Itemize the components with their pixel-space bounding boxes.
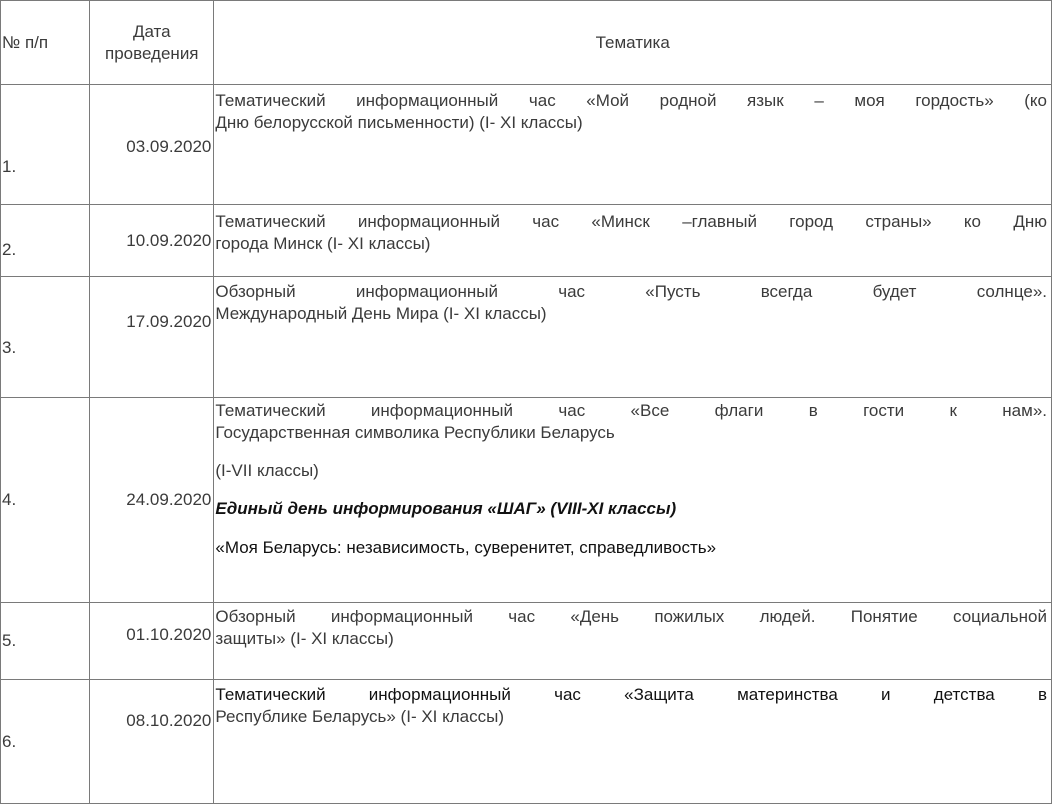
row-topic — [214, 603, 1052, 680]
row-date: 01.10.2020 — [90, 603, 214, 680]
header-date — [90, 1, 214, 85]
header-number: № п/п — [1, 1, 90, 85]
row-topic — [214, 205, 1052, 277]
row-date: 03.09.2020 — [90, 85, 214, 205]
row-date: 24.09.2020 — [90, 398, 214, 603]
topic-line: Тематический информационный час «Минск –главный город страны» ко Дню — [215, 212, 1047, 231]
row-number: 4. — [1, 398, 90, 603]
row-date: 10.09.2020 — [90, 205, 214, 277]
topic-line: Дню белорусской письменности) (I- XI классы) — [215, 113, 583, 132]
topic-line: Тематический информационный час «Все флаги в гости к нам». — [215, 401, 1047, 420]
row-number: 1. — [1, 85, 90, 205]
row-number: 2. — [1, 205, 90, 277]
table-row — [1, 680, 1052, 804]
row-number: 6. — [1, 680, 90, 804]
header-date-line2: проведения — [105, 43, 199, 63]
table-row — [1, 603, 1052, 680]
topic-classes: (I-VII классы) — [215, 461, 319, 480]
table-row — [1, 85, 1052, 205]
row-topic — [214, 398, 1052, 603]
header-date-line1: Дата — [132, 21, 171, 41]
topic-line: Тематический информационный час «Защита материнства и детства в — [215, 685, 1047, 704]
topic-line: Обзорный информационный час «Пусть всегда будет солнце». — [215, 282, 1047, 301]
topic-emphasis: Единый день информирования «ШАГ» (VIII-XI классы) — [215, 499, 677, 518]
table-header-row — [1, 1, 1052, 85]
row-number: 3. — [1, 277, 90, 398]
header-topic: Тематика — [214, 1, 1052, 85]
row-topic — [214, 85, 1052, 205]
topic-line: города Минск (I- XI классы) — [215, 234, 431, 253]
row-date: 17.09.2020 — [90, 277, 214, 398]
topic-line: Тематический информационный час «Мой родной язык – моя гордость» (ко — [215, 91, 1047, 110]
topic-line: защиты» (I- XI классы) — [215, 629, 394, 648]
table-row — [1, 205, 1052, 277]
topic-line: Международный День Мира (I- XI классы) — [215, 304, 547, 323]
table-row — [1, 277, 1052, 398]
table-row — [1, 398, 1052, 603]
topic-line: Государственная символика Республики Беларусь — [215, 423, 615, 442]
row-date: 08.10.2020 — [90, 680, 214, 804]
topic-subtitle: «Моя Беларусь: независимость, суверенитет, справедливость» — [215, 538, 717, 557]
row-topic — [214, 680, 1052, 804]
row-topic — [214, 277, 1052, 398]
topic-line: Обзорный информационный час «День пожилых людей. Понятие социальной — [215, 607, 1047, 626]
row-number: 5. — [1, 603, 90, 680]
topic-line: Республике Беларусь» (I- XI классы) — [215, 707, 504, 726]
